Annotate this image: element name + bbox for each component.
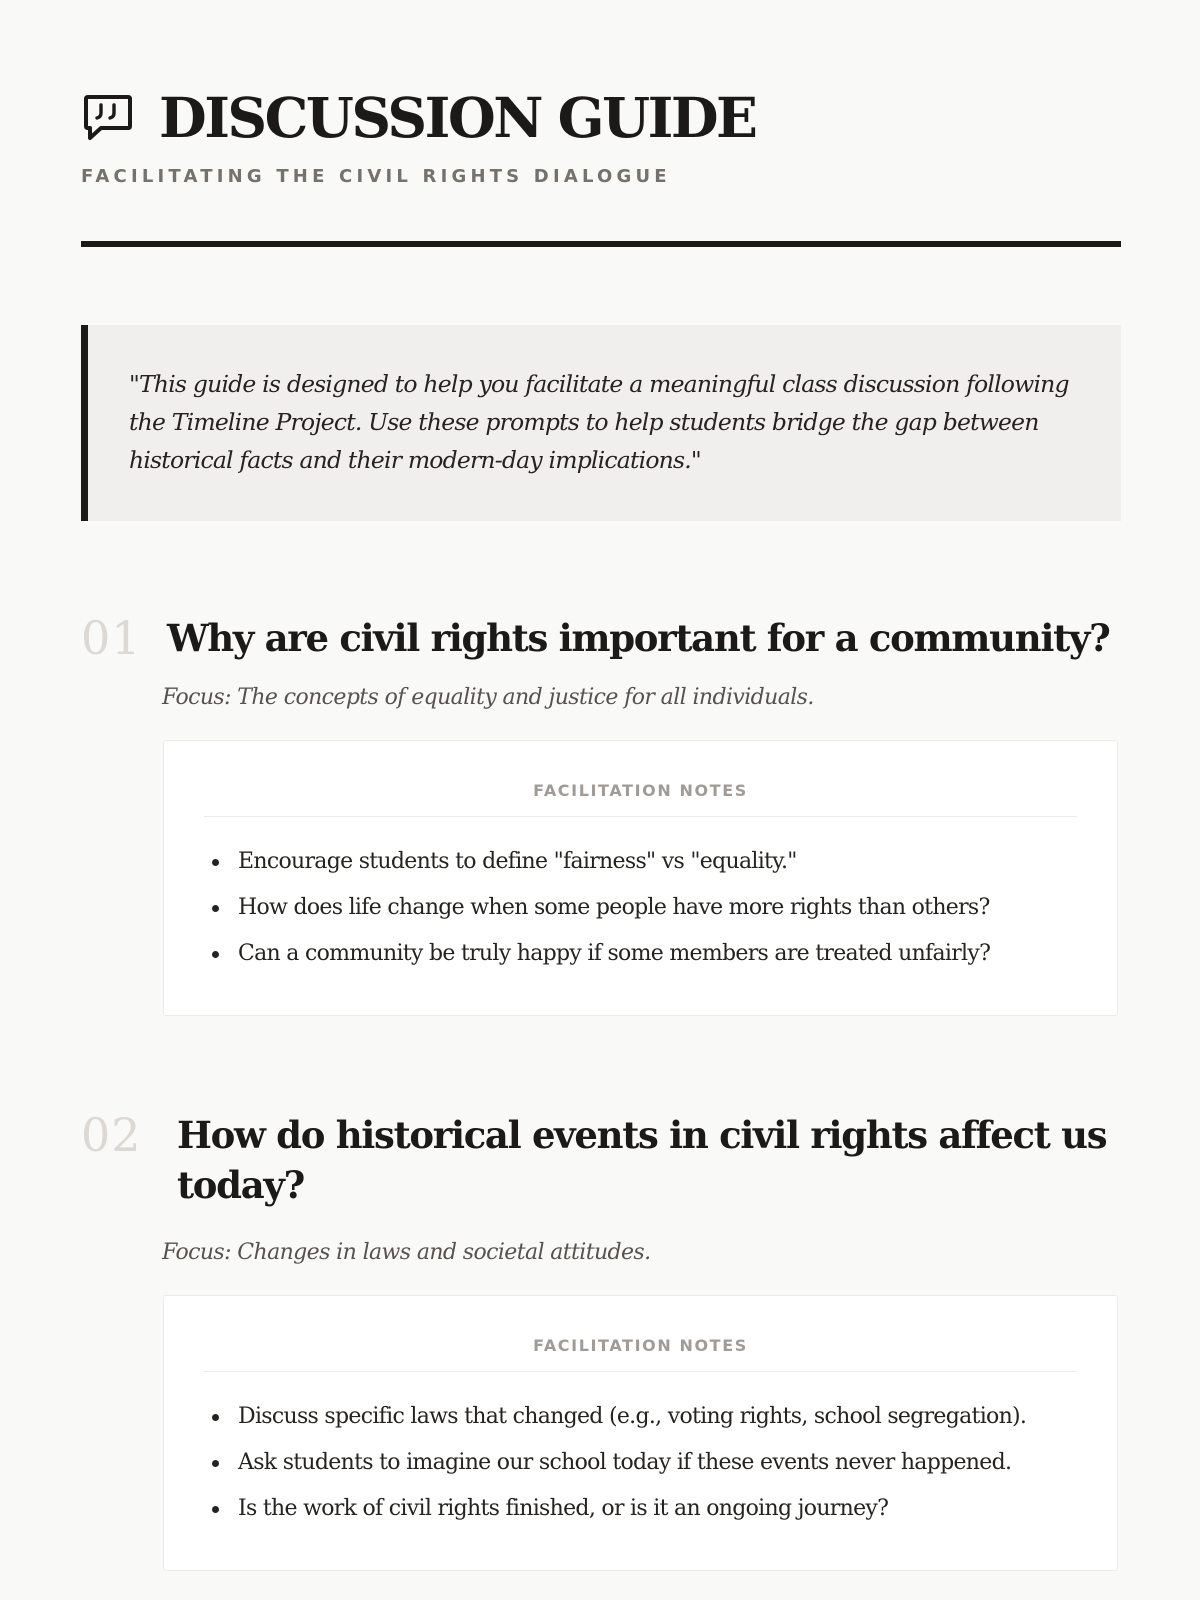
title-row: [81, 82, 1120, 152]
facilitation-notes-label: FACILITATION NOTES: [204, 1336, 1077, 1372]
question-number: 02: [81, 1108, 142, 1162]
question-02: [81, 1110, 1120, 1571]
intro-quote: [81, 325, 1121, 521]
list-item: Is the work of civil rights finished, or is it an ongoing journey?: [238, 1486, 1077, 1532]
list-item: Discuss specific laws that changed (e.g., voting rights, school segregation).: [238, 1394, 1077, 1440]
question-focus: Focus: The concepts of equality and justice for all individuals.: [162, 685, 814, 710]
facilitation-notes-list: [204, 839, 1077, 977]
quote-bubble-icon: [81, 90, 135, 144]
intro-quote-text: "This guide is designed to help you facilitate a meaningful class discussion following the Timeline Project. Use these prompts to help students bridge the gap between historical facts and their modern-day implications.": [129, 370, 1069, 474]
question-01: [81, 613, 1120, 1016]
question-focus: Focus: Changes in laws and societal attitudes.: [162, 1240, 651, 1265]
facilitation-notes-card: [163, 1295, 1118, 1571]
question-number: 01: [81, 611, 142, 665]
question-title: How do historical events in civil rights affect us today?: [177, 1113, 1107, 1207]
facilitation-notes-card: [163, 740, 1118, 1016]
list-item: Can a community be truly happy if some members are treated unfairly?: [238, 931, 1077, 977]
header-divider: [81, 241, 1121, 247]
question-title: Why are civil rights important for a community?: [167, 616, 1110, 660]
question-header: [81, 1110, 1120, 1210]
question-header: [81, 613, 1120, 663]
list-item: Ask students to imagine our school today if these events never happened.: [238, 1440, 1077, 1486]
page-title: DISCUSSION GUIDE: [159, 84, 756, 150]
facilitation-notes-label: FACILITATION NOTES: [204, 781, 1077, 817]
facilitation-notes-list: [204, 1394, 1077, 1532]
page-header: [81, 0, 1120, 247]
page-subtitle: FACILITATING THE CIVIL RIGHTS DIALOGUE: [81, 166, 671, 187]
list-item: How does life change when some people have more rights than others?: [238, 885, 1077, 931]
list-item: Encourage students to define "fairness" vs "equality.": [238, 839, 1077, 885]
